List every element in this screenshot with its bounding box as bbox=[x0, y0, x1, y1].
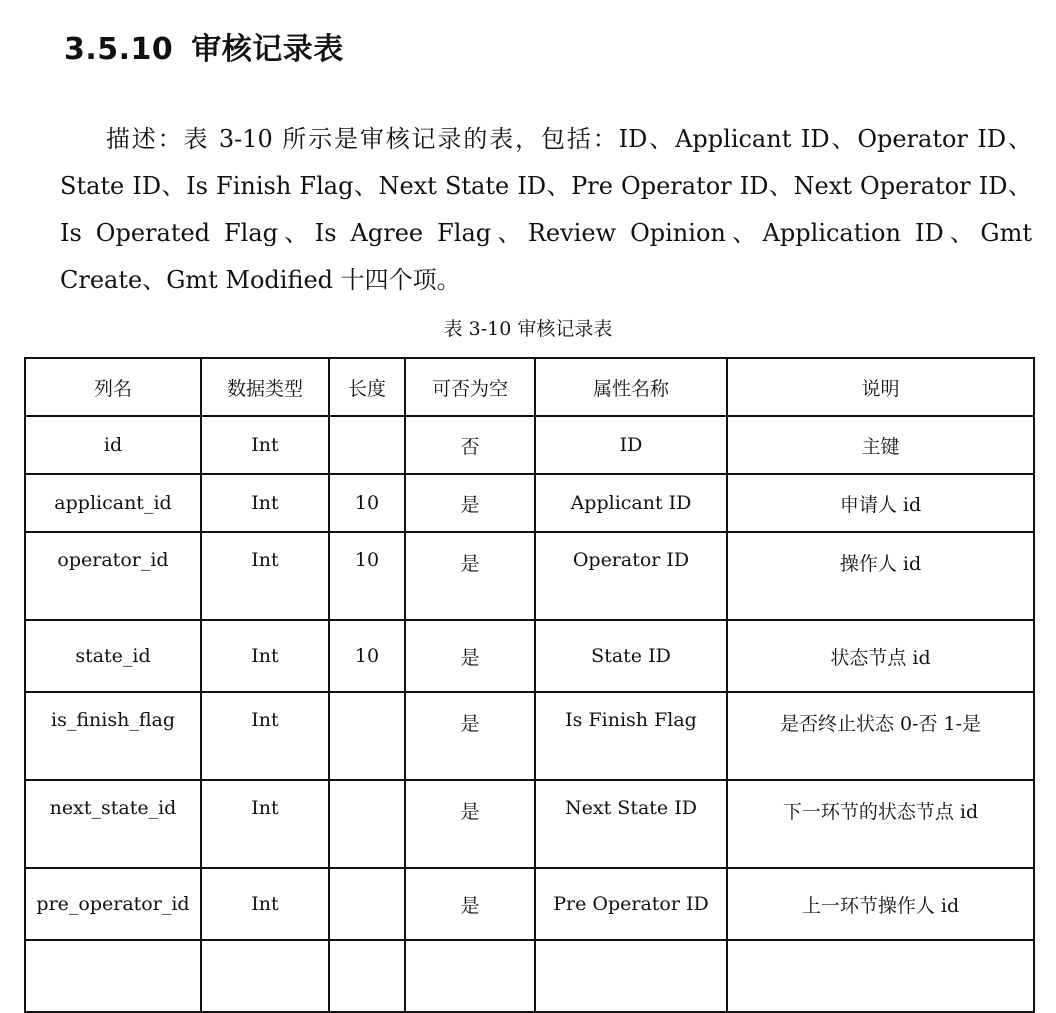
cell-attribute-name: ID bbox=[535, 416, 727, 474]
table-row bbox=[25, 868, 1034, 940]
cell-description: 下一环节的状态节点 id bbox=[727, 780, 1034, 868]
cell-nullable: 是 bbox=[405, 532, 535, 620]
header-attribute-name: 属性名称 bbox=[535, 358, 727, 416]
cell-length: 10 bbox=[329, 474, 405, 532]
table-row bbox=[25, 692, 1034, 780]
cell-attribute-name: State ID bbox=[535, 620, 727, 692]
cell-column-name: pre_operator_id bbox=[25, 868, 201, 940]
cell-length: 10 bbox=[329, 620, 405, 692]
table-row bbox=[25, 780, 1034, 868]
cell-data-type: Int bbox=[201, 416, 329, 474]
table-row bbox=[25, 416, 1034, 474]
cell-data-type: Int bbox=[201, 620, 329, 692]
cell-length bbox=[329, 868, 405, 940]
cell-attribute-name: Operator ID bbox=[535, 532, 727, 620]
header-column-name: 列名 bbox=[25, 358, 201, 416]
cell-attribute-name: Pre Operator ID bbox=[535, 868, 727, 940]
audit-record-table bbox=[24, 357, 1035, 1013]
cell-nullable: 否 bbox=[405, 416, 535, 474]
cell-nullable: 是 bbox=[405, 868, 535, 940]
cell-length bbox=[329, 692, 405, 780]
cell-length: 10 bbox=[329, 532, 405, 620]
section-number: 3.5.10 bbox=[64, 32, 174, 67]
cell-description: 状态节点 id bbox=[727, 620, 1034, 692]
cell-description: 申请人 id bbox=[727, 474, 1034, 532]
cell-description: 主键 bbox=[727, 416, 1034, 474]
cell-description: 是否终止状态 0-否 1-是 bbox=[727, 692, 1034, 780]
cell-column-name: id bbox=[25, 416, 201, 474]
cell-length bbox=[329, 780, 405, 868]
header-nullable: 可否为空 bbox=[405, 358, 535, 416]
section-title: 审核记录表 bbox=[191, 32, 344, 67]
cell-nullable: 是 bbox=[405, 780, 535, 868]
table-row-partial bbox=[25, 940, 1034, 1012]
section-heading bbox=[64, 24, 344, 68]
header-data-type: 数据类型 bbox=[201, 358, 329, 416]
table-header-row bbox=[25, 358, 1034, 416]
cell-column-name: operator_id bbox=[25, 532, 201, 620]
cell-data-type: Int bbox=[201, 474, 329, 532]
cell-column-name: is_finish_flag bbox=[25, 692, 201, 780]
cell-nullable: 是 bbox=[405, 620, 535, 692]
cell-attribute-name: Next State ID bbox=[535, 780, 727, 868]
header-description: 说明 bbox=[727, 358, 1034, 416]
description-text: 描述：表 3-10 所示是审核记录的表，包括：ID、Applicant ID、Operator ID、State ID、Is Finish Flag、Next State ID、Pre Operator ID、Next Operator ID、Is Operated Flag、Is Agree Flag、Review Opinion、Application ID、Gmt Create、Gmt Modified 十四个项。 bbox=[60, 125, 1032, 294]
cell-description: 操作人 id bbox=[727, 532, 1034, 620]
cell-column-name: applicant_id bbox=[25, 474, 201, 532]
cell-description: 上一环节操作人 id bbox=[727, 868, 1034, 940]
cell-data-type: Int bbox=[201, 868, 329, 940]
cell-attribute-name: Is Finish Flag bbox=[535, 692, 727, 780]
cell-column-name: next_state_id bbox=[25, 780, 201, 868]
cell-length bbox=[329, 416, 405, 474]
cell-data-type: Int bbox=[201, 692, 329, 780]
cell-nullable: 是 bbox=[405, 474, 535, 532]
cell-data-type: Int bbox=[201, 780, 329, 868]
table-caption: 表 3-10 审核记录表 bbox=[443, 318, 613, 340]
cell-attribute-name: Applicant ID bbox=[535, 474, 727, 532]
cell-column-name: state_id bbox=[25, 620, 201, 692]
cell-nullable: 是 bbox=[405, 692, 535, 780]
header-length: 长度 bbox=[329, 358, 405, 416]
cell-data-type: Int bbox=[201, 532, 329, 620]
table-row bbox=[25, 474, 1034, 532]
table-row bbox=[25, 532, 1034, 620]
description-paragraph bbox=[60, 116, 1032, 304]
table-row bbox=[25, 620, 1034, 692]
